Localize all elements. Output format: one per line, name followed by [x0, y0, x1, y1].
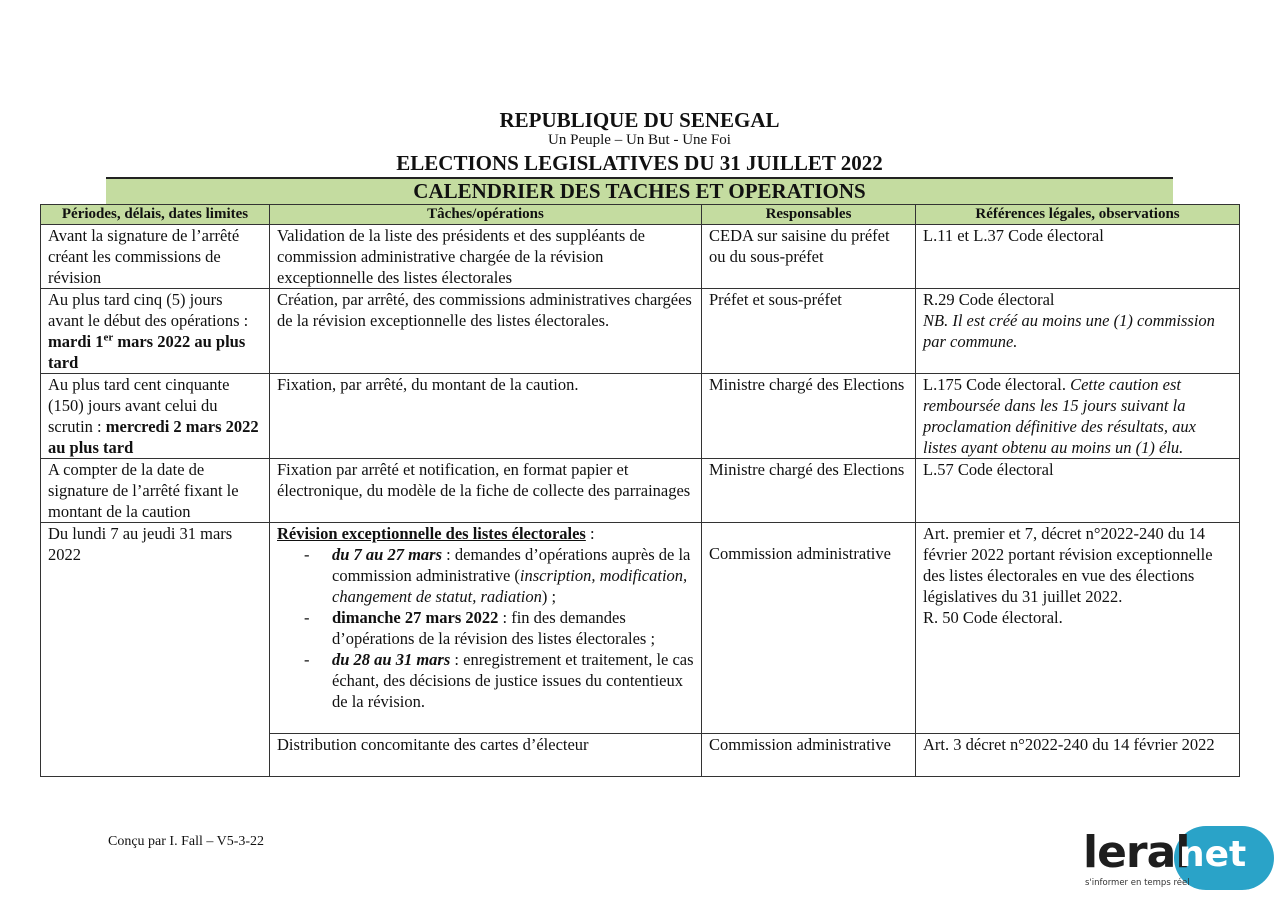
responsible-cell: Ministre chargé des Elections [702, 374, 916, 459]
task-title-suffix: : [585, 524, 595, 543]
list-item [332, 649, 694, 712]
task-cell: Fixation par arrêté et notification, en format papier et électronique, du modèle de la fiche de collecte des parrainages [270, 459, 702, 523]
task-heading [277, 523, 694, 544]
column-header: Périodes, délais, dates limites [41, 205, 270, 225]
period-date-sup: er [103, 331, 114, 344]
reference-cell [916, 523, 1240, 734]
leralnet-logo [1079, 826, 1279, 896]
task-cell: Distribution concomitante des cartes d’électeur [270, 734, 702, 777]
table-row [41, 523, 1240, 734]
bullet-text-italic: inscription, modification, changement de statut, radiation [332, 566, 688, 606]
responsible-cell: Commission administrative [702, 523, 916, 734]
table-row [41, 459, 1240, 523]
reference-note: Cette caution est remboursée dans les 15 jours suivant la proclamation définitive des résultats, aux listes ayant obtenu au moins un (1) élu. [923, 375, 1196, 457]
responsible-cell: Ministre chargé des Elections [702, 459, 916, 523]
calendar-title: CALENDRIER DES TACHES ET OPERATIONS [106, 177, 1173, 204]
period-text: Au plus tard cinq (5) jours avant le début des opérations : [48, 290, 249, 330]
country-heading: REPUBLIQUE DU SENEGAL [499, 108, 780, 132]
period-cell: Du lundi 7 au jeudi 31 mars 2022 [41, 523, 270, 777]
bullet-lead: du 7 au 27 mars [332, 545, 443, 564]
period-date: mars 2022 au plus tard [48, 332, 246, 372]
reference-text: Art. premier et 7, décret n°2022-240 du 14 février 2022 portant révision exceptionnelle des listes électorales en vue des élections législatives du 31 juillet 2022. [923, 524, 1213, 606]
bullet-lead: du 28 au 31 mars [332, 650, 451, 669]
list-item [332, 607, 694, 649]
task-cell [270, 523, 702, 734]
reference-note: NB. Il est créé au moins une (1) commission par commune. [923, 311, 1215, 351]
reference-cell: Art. 3 décret n°2022-240 du 14 février 2022 [916, 734, 1240, 777]
election-heading: ELECTIONS LEGISLATIVES DU 31 JUILLET 2022 [396, 151, 883, 175]
task-bullet-list [277, 544, 694, 712]
task-cell: Validation de la liste des présidents et des suppléants de commission administrative chargée de la révision exceptionnelle des listes électorales [270, 225, 702, 289]
table-row [41, 374, 1240, 459]
reference-text: R.29 Code électoral [923, 290, 1055, 309]
reference-text: L.175 Code électoral. [923, 375, 1071, 394]
period-cell: Avant la signature de l’arrêté créant les commissions de révision [41, 225, 270, 289]
task-title: Révision exceptionnelle des listes électorales [277, 524, 586, 543]
responsible-cell: Préfet et sous-préfet [702, 289, 916, 374]
period-cell [41, 289, 270, 374]
logo-wordmark-accent: net [1179, 834, 1247, 875]
calendar-table [40, 204, 1240, 777]
reference-cell: L.11 et L.37 Code électoral [916, 225, 1240, 289]
task-cell: Fixation, par arrêté, du montant de la caution. [270, 374, 702, 459]
period-date: mardi 1 [48, 332, 104, 351]
bullet-text: ) ; [541, 587, 557, 606]
logo-wordmark: leral [1083, 827, 1190, 878]
column-header: Responsables [702, 205, 916, 225]
list-item [332, 544, 694, 607]
period-text: Au plus tard cent cinquante (150) jours avant celui du scrutin : [48, 375, 230, 436]
bullet-text: : enregistrement et traitement, le cas échant, des décisions de justice issues du contentieux de la révision. [332, 650, 694, 711]
column-header: Références légales, observations [916, 205, 1240, 225]
bullet-text: : fin des demandes d’opérations de la révision des listes électorales ; [332, 608, 656, 648]
task-cell: Création, par arrêté, des commissions administratives chargées de la révision exceptionnelle des listes électorales. [270, 289, 702, 374]
responsible-cell: CEDA sur saisine du préfet ou du sous-préfet [702, 225, 916, 289]
period-cell [41, 374, 270, 459]
column-header: Tâches/opérations [270, 205, 702, 225]
table-row [41, 289, 1240, 374]
table-row [41, 225, 1240, 289]
table-header-row [41, 205, 1240, 225]
bullet-lead: dimanche 27 mars 2022 [332, 608, 499, 627]
period-date: mercredi 2 mars 2022 au plus tard [48, 417, 259, 457]
national-motto: Un Peuple – Un But - Une Foi [548, 132, 731, 148]
logo-tagline: s'informer en temps réel [1085, 878, 1190, 888]
reference-cell [916, 289, 1240, 374]
author-footer: Conçu par I. Fall – V5-3-22 [108, 834, 265, 849]
responsible-cell: Commission administrative [702, 734, 916, 777]
reference-text: R. 50 Code électoral. [923, 608, 1063, 627]
period-cell: A compter de la date de signature de l’arrêté fixant le montant de la caution [41, 459, 270, 523]
bullet-text: : demandes d’opérations auprès de la commission administrative ( [332, 545, 691, 585]
reference-cell [916, 374, 1240, 459]
reference-cell: L.57 Code électoral [916, 459, 1240, 523]
